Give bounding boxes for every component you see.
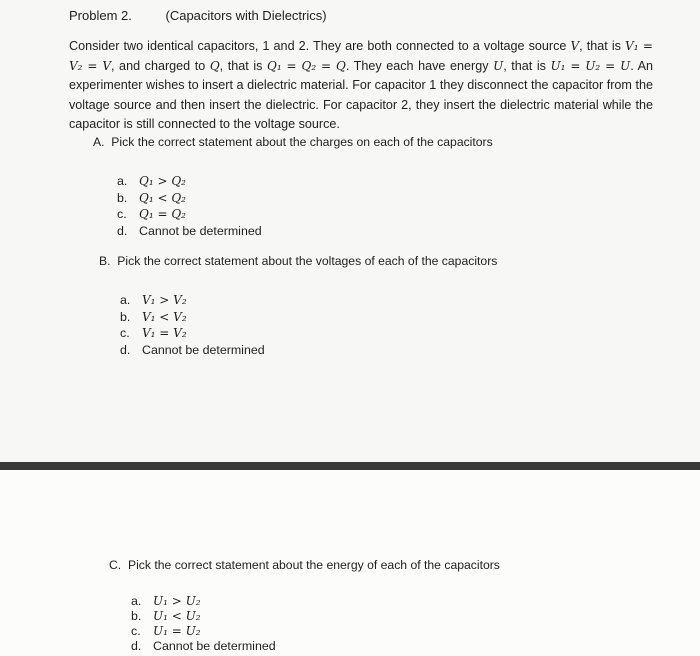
option-item	[120, 342, 265, 359]
intro-text: . An experimenter wishes to insert a dielectric material. For capacitor 1 they disconnect the capacitor from the voltage source and then insert the dielectric. For capacitor 2, they insert the dielectric material while the capacitor is still connected to the voltage source.	[69, 58, 653, 131]
option-item	[131, 609, 276, 624]
question-a	[93, 135, 493, 149]
option-item	[117, 173, 262, 190]
option-text: Cannot be determined	[153, 639, 276, 653]
question-label: B.	[99, 254, 111, 268]
option-item	[120, 292, 265, 309]
option-letter: c.	[117, 207, 127, 221]
option-letter: c.	[120, 326, 130, 340]
intro-text: Consider two identical capacitors, 1 and 2. They are both connected to a voltage source	[69, 39, 571, 53]
options-a	[117, 173, 262, 239]
problem-intro	[69, 37, 653, 135]
problem-header	[69, 8, 327, 23]
question-label: C.	[109, 558, 122, 572]
option-text: Cannot be determined	[139, 223, 262, 238]
option-letter: a.	[117, 174, 128, 188]
option-letter: b.	[120, 309, 131, 324]
option-item	[131, 624, 276, 639]
option-text: V₁ < V₂	[142, 309, 187, 324]
intro-text: . They each have energy	[345, 58, 494, 73]
option-item	[117, 223, 262, 240]
options-b	[120, 292, 265, 358]
option-text: U₁ > U₂	[153, 594, 201, 608]
option-item	[117, 206, 262, 223]
option-text: Q₁ > Q₂	[139, 174, 186, 188]
option-text: V₁ = V₂	[142, 326, 187, 340]
intro-text: , and charged to	[110, 58, 210, 73]
option-text: Cannot be determined	[142, 342, 265, 357]
option-item	[120, 325, 265, 342]
option-item	[131, 594, 276, 609]
option-letter: d.	[131, 639, 142, 653]
option-letter: d.	[120, 342, 131, 357]
option-text: Q₁ = Q₂	[139, 207, 186, 221]
question-label: A.	[93, 135, 105, 149]
page-divider	[0, 462, 700, 470]
option-text: V₁ > V₂	[142, 293, 187, 307]
option-text: U₁ < U₂	[153, 609, 201, 623]
question-c	[109, 558, 500, 572]
question-prompt: Pick the correct statement about the energy of each of the capacitors	[127, 558, 500, 572]
question-b	[99, 254, 497, 268]
problem-number: Problem 2.	[69, 8, 132, 23]
option-item	[117, 190, 262, 207]
option-text: U₁ = U₂	[153, 624, 201, 638]
option-item	[131, 639, 276, 654]
intro-math: V	[570, 39, 580, 53]
question-prompt: Pick the correct statement about the charges on each of the capacitors	[111, 135, 493, 149]
option-letter: b.	[117, 190, 128, 205]
question-prompt: Pick the correct statement about the voltages of each of the capacitors	[117, 254, 498, 268]
problem-subtitle: (Capacitors with Dielectrics)	[165, 8, 327, 23]
option-letter: b.	[131, 609, 142, 623]
intro-text: , that is	[579, 39, 626, 53]
intro-text: , that is	[503, 58, 551, 73]
intro-text: , that is	[219, 58, 267, 73]
option-letter: a.	[131, 594, 142, 608]
options-c	[131, 594, 276, 654]
intro-math: Q₁ = Q₂ = Q	[267, 58, 346, 73]
intro-math: V₁ = V₂ = V	[69, 39, 653, 73]
option-letter: a.	[120, 293, 131, 307]
option-letter: c.	[131, 624, 141, 638]
intro-math: U	[493, 58, 504, 73]
option-text: Q₁ < Q₂	[139, 190, 186, 205]
intro-math: Q	[209, 58, 220, 73]
intro-math: U₁ = U₂ = U	[550, 58, 631, 73]
option-letter: d.	[117, 223, 128, 238]
option-item	[120, 309, 265, 326]
